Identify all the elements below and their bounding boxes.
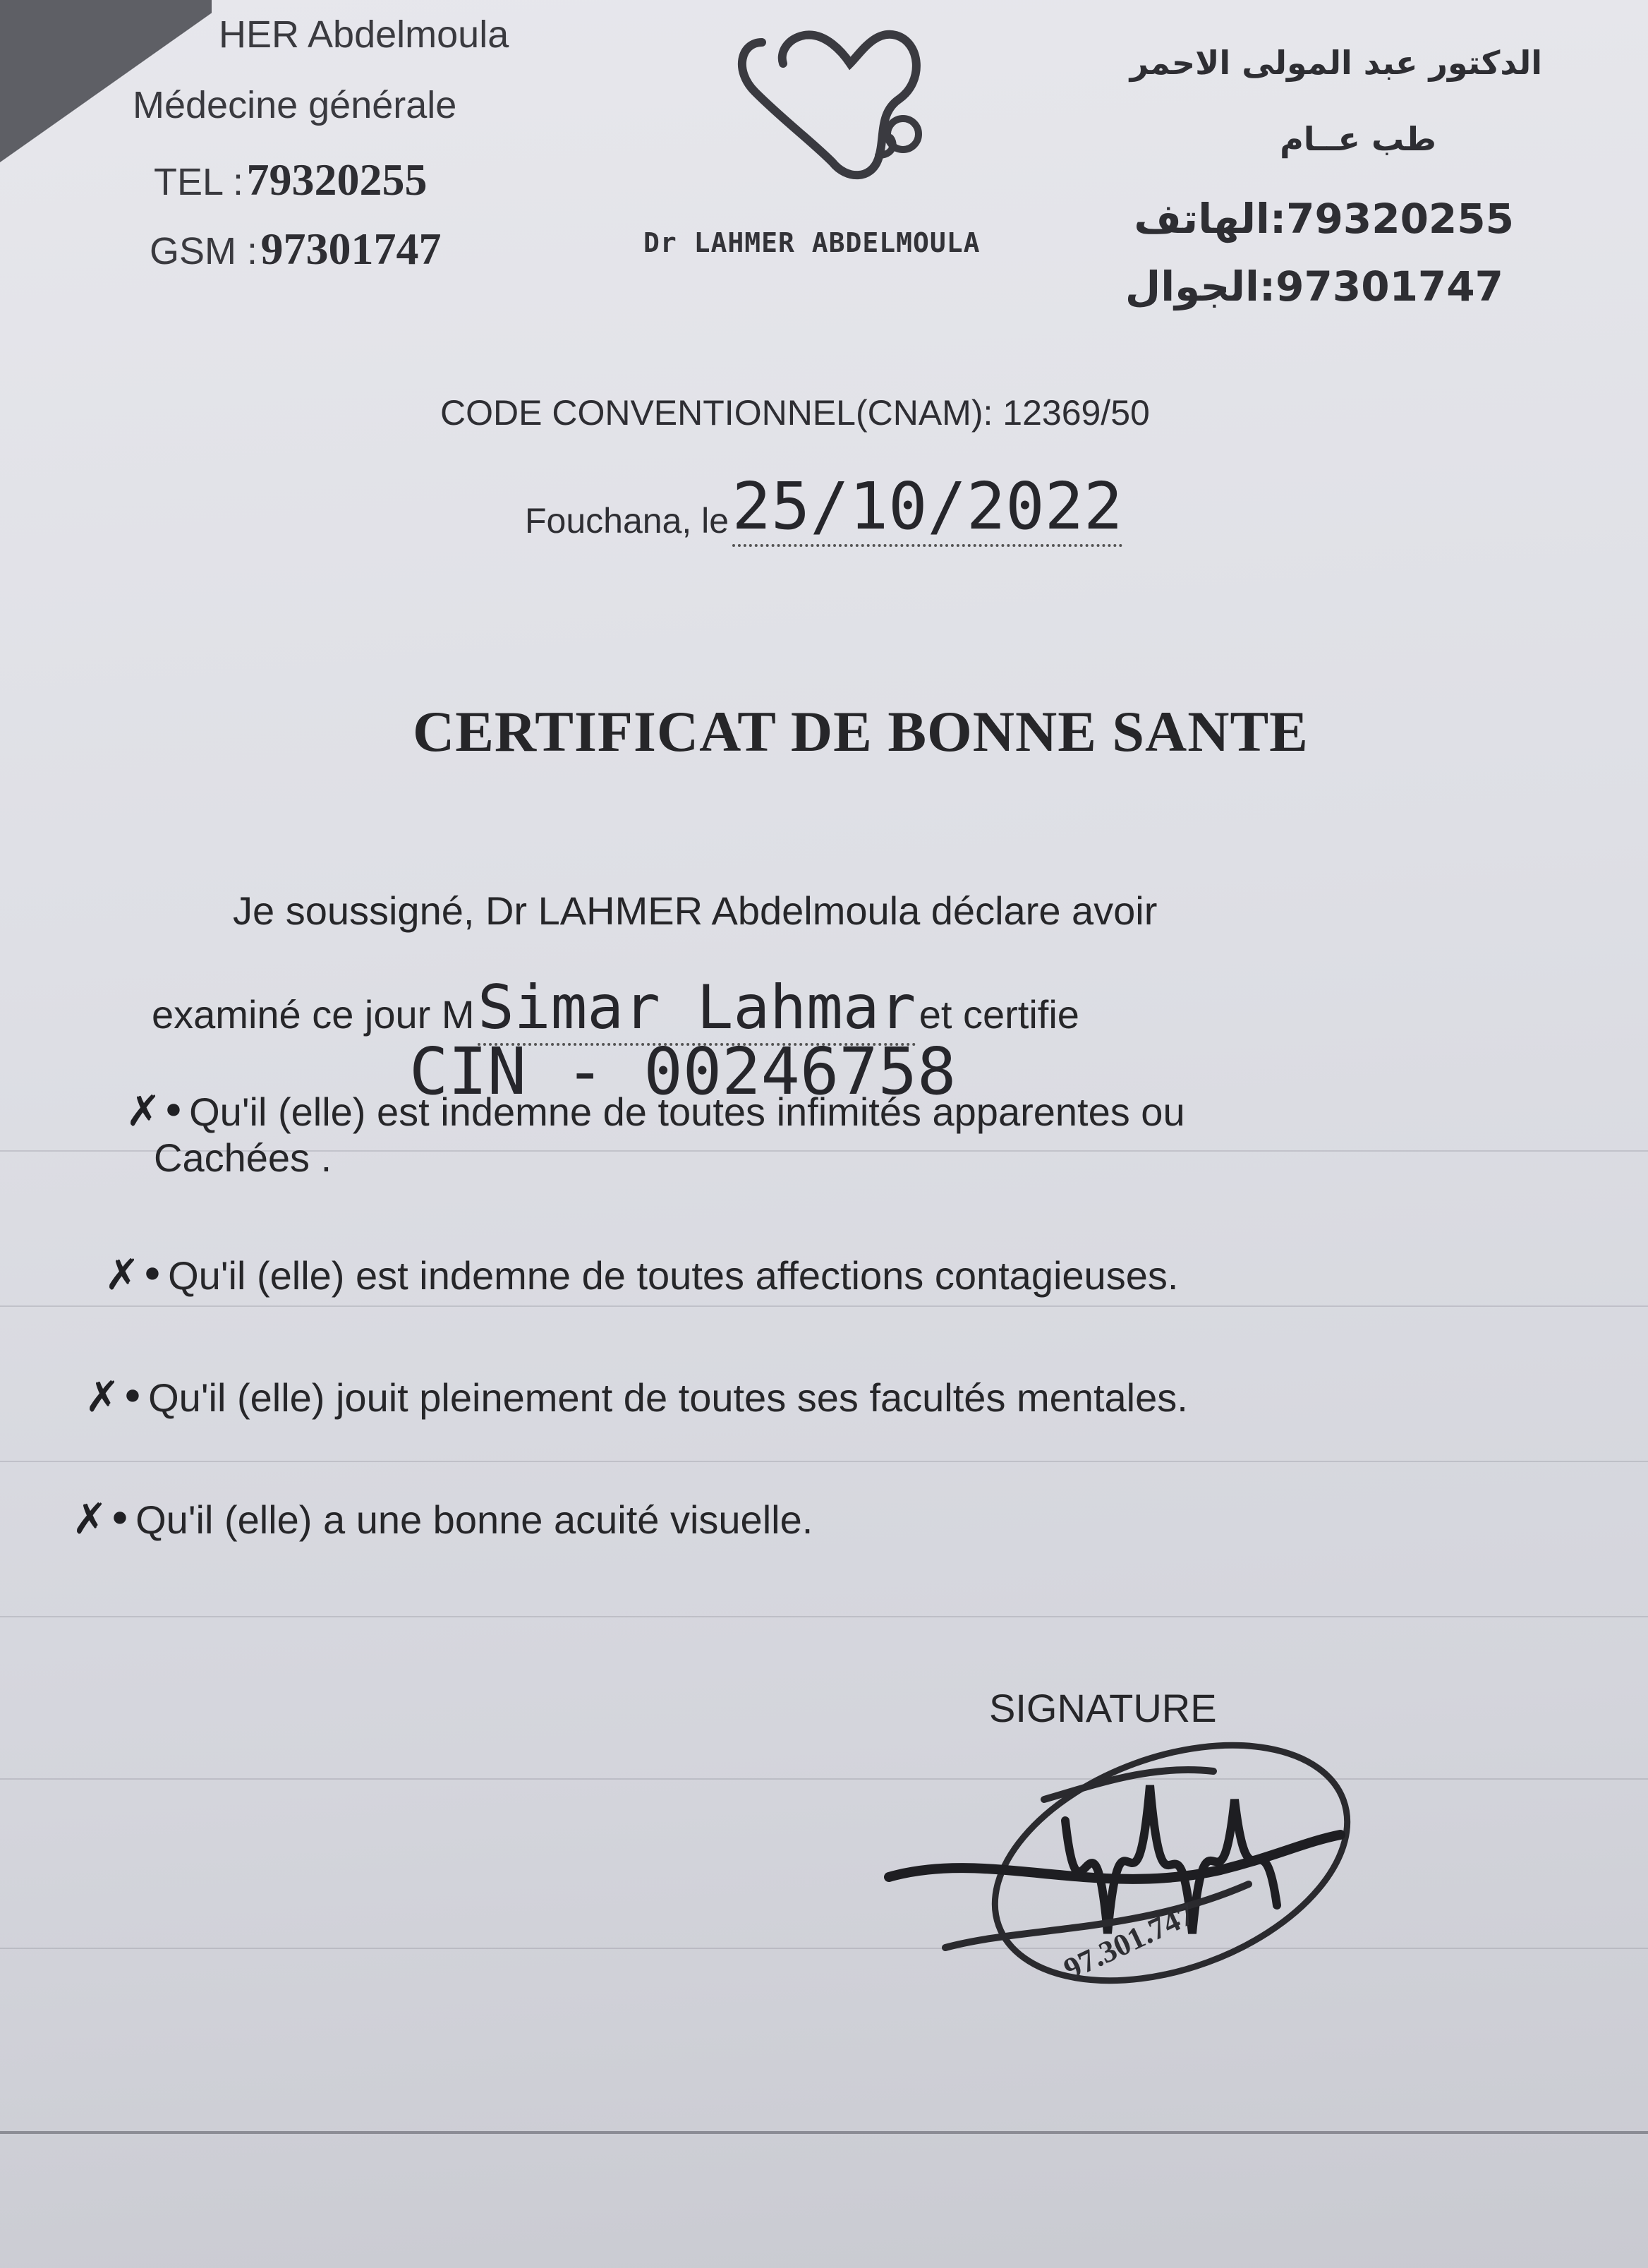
check-mark-icon: ✗• bbox=[104, 1250, 165, 1300]
arabic-doctor-name: الدكتور عبد المولى الاحمر bbox=[1129, 44, 1542, 82]
folded-corner bbox=[0, 0, 212, 162]
gsm-line bbox=[150, 223, 441, 275]
paper-rule bbox=[0, 1461, 1648, 1462]
tel-label: TEL : bbox=[154, 161, 244, 203]
item-text: Qu'il (elle) jouit pleinement de toutes ses facultés mentales. bbox=[148, 1375, 1188, 1420]
patient-name-handwritten: Simar Lahmar bbox=[478, 972, 916, 1046]
arabic-specialty: طب عــام bbox=[1280, 120, 1436, 158]
tel-number: 79320255 bbox=[246, 155, 428, 205]
date-line bbox=[525, 469, 1123, 548]
item-text: Qu'il (elle) est indemne de toutes infimités apparentes ou bbox=[189, 1090, 1185, 1134]
doctor-name-fragment: HER Abdelmoula bbox=[219, 13, 509, 56]
stamp-number: 97.301.747 bbox=[1058, 1896, 1200, 1987]
place-prefix: Fouchana, le bbox=[525, 501, 729, 541]
check-mark-icon: ✗• bbox=[126, 1087, 186, 1136]
item-text: Qu'il (elle) est indemne de toutes affections contagieuses. bbox=[168, 1253, 1179, 1298]
certificate-title: CERTIFICAT DE BONNE SANTE bbox=[413, 699, 1309, 764]
cnam-code: CODE CONVENTIONNEL(CNAM): 12369/50 bbox=[440, 393, 1150, 433]
signature-stamp bbox=[882, 1722, 1376, 2061]
list-item bbox=[104, 1250, 1178, 1300]
stethoscope-icon bbox=[727, 14, 959, 198]
body-line-1: Je soussigné, Dr LAHMER Abdelmoula déclare avoir bbox=[233, 888, 1158, 933]
body-line-2 bbox=[152, 972, 1079, 1043]
paper-rule bbox=[0, 2131, 1648, 2134]
gsm-number: 97301747 bbox=[260, 224, 442, 274]
paper-rule bbox=[0, 1305, 1648, 1307]
item-continuation: Cachées . bbox=[154, 1135, 332, 1180]
cin-handwritten: CIN - 00246758 bbox=[409, 1034, 957, 1109]
arabic-tel: 79320255:الهاتف bbox=[1134, 195, 1514, 243]
paper-rule bbox=[0, 1616, 1648, 1617]
item-text: Qu'il (elle) a une bonne acuité visuelle. bbox=[135, 1497, 813, 1542]
paper-rule bbox=[0, 1948, 1648, 1949]
date-handwritten: 25/10/2022 bbox=[732, 469, 1123, 547]
paper-rule bbox=[0, 1778, 1648, 1780]
examined-prefix: examiné ce jour M bbox=[152, 992, 475, 1037]
tel-line bbox=[154, 154, 428, 206]
signature-label: SIGNATURE bbox=[989, 1686, 1217, 1730]
brand-name: Dr LAHMER ABDELMOULA bbox=[643, 227, 981, 258]
list-item bbox=[85, 1373, 1188, 1422]
gsm-label: GSM : bbox=[150, 230, 258, 272]
certify-suffix: et certifie bbox=[919, 992, 1079, 1037]
list-item bbox=[72, 1495, 813, 1544]
arabic-gsm: 97301747:الجوال bbox=[1125, 263, 1503, 310]
specialty: Médecine générale bbox=[133, 84, 457, 126]
check-mark-icon: ✗• bbox=[72, 1495, 133, 1544]
check-mark-icon: ✗• bbox=[85, 1373, 145, 1422]
list-item bbox=[126, 1087, 1185, 1136]
